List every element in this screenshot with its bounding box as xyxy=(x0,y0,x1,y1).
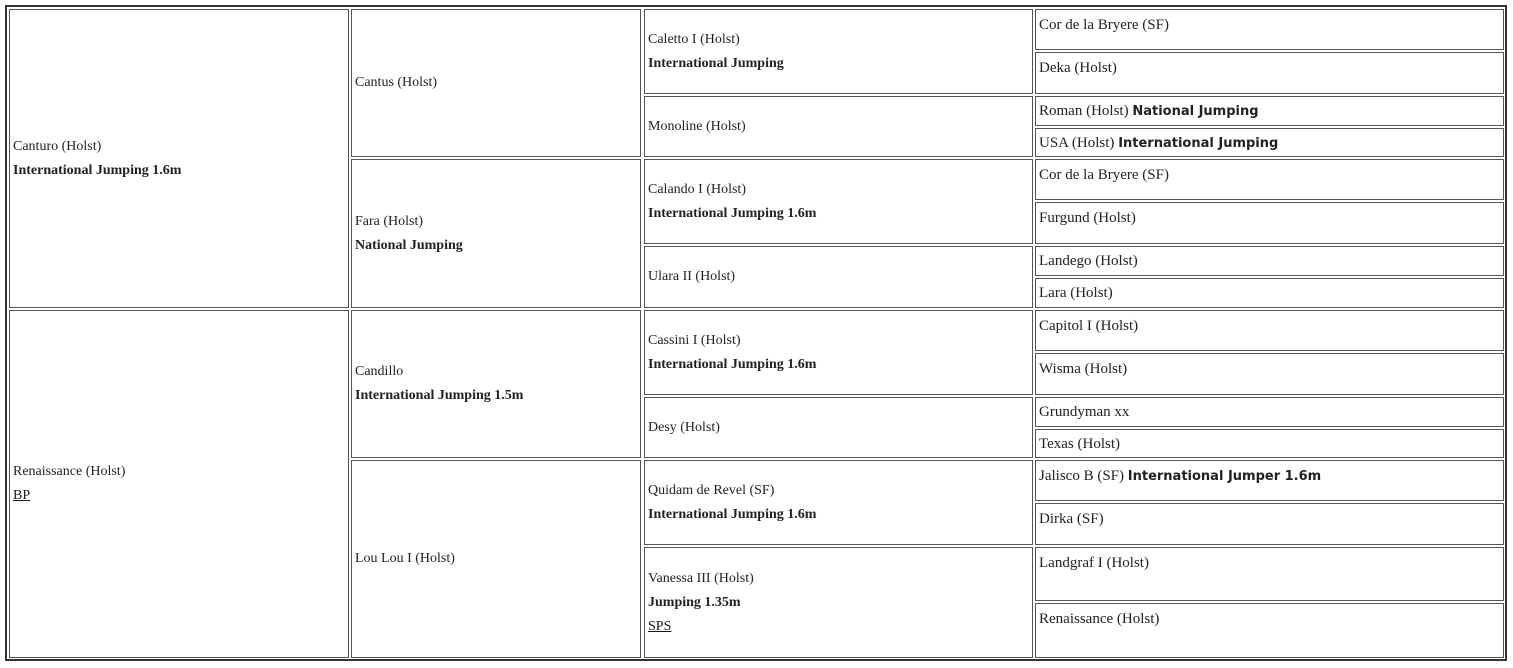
gen3-cell-8 xyxy=(644,547,1033,658)
dam-link-bp[interactable]: BP xyxy=(13,488,31,503)
gen3-cell-3 xyxy=(644,159,1033,244)
gen4-name: Landgraf I (Holst) xyxy=(1039,555,1149,571)
gen3-name: Caletto I (Holst) xyxy=(648,31,740,47)
gen4-cell-3 xyxy=(1035,96,1504,126)
gen4-name: Cor de la Bryere (SF) xyxy=(1039,167,1169,183)
gen3-cell-5 xyxy=(644,310,1033,395)
gen4-cell-7 xyxy=(1035,246,1504,276)
gen2-name: Lou Lou I (Holst) xyxy=(355,551,455,566)
gen4-name: Deka (Holst) xyxy=(1039,60,1117,76)
gen2-cell-4 xyxy=(351,460,641,658)
gen3-cell-7 xyxy=(644,460,1033,545)
gen4-achievement: National Jumping xyxy=(1132,104,1259,119)
gen3-achievement: International Jumping 1.6m xyxy=(648,205,817,221)
sire-name: Canturo (Holst) xyxy=(13,138,102,154)
gen4-name: Landego (Holst) xyxy=(1039,253,1138,269)
dam-cell xyxy=(9,310,349,658)
gen2-cell-3 xyxy=(351,310,641,458)
gen3-achievement: International Jumping xyxy=(648,55,784,71)
gen4-cell-2 xyxy=(1035,52,1504,94)
sire-cell xyxy=(9,9,349,308)
gen4-cell-16 xyxy=(1035,603,1504,658)
gen3-cell-2 xyxy=(644,96,1033,157)
gen3-name: Monoline (Holst) xyxy=(648,118,746,134)
gen3-achievement: International Jumping 1.6m xyxy=(648,506,817,522)
gen3-name: Vanessa III (Holst) xyxy=(648,570,754,586)
gen3-name: Ulara II (Holst) xyxy=(648,269,736,284)
gen2-achievement: International Jumping 1.5m xyxy=(355,388,524,403)
gen4-cell-4 xyxy=(1035,128,1504,157)
gen4-name: Wisma (Holst) xyxy=(1039,361,1128,377)
gen4-name: Roman (Holst) xyxy=(1039,103,1129,119)
gen3-name: Quidam de Revel (SF) xyxy=(648,482,775,498)
gen4-name: Furgund (Holst) xyxy=(1039,210,1136,226)
gen3-name: Cassini I (Holst) xyxy=(648,332,741,348)
gen2-cell-2 xyxy=(351,159,641,308)
gen2-achievement: National Jumping xyxy=(355,237,463,253)
gen3-name: Calando I (Holst) xyxy=(648,181,746,197)
gen2-name: Cantus (Holst) xyxy=(355,75,438,90)
gen4-name: Jalisco B (SF) xyxy=(1039,468,1125,484)
gen4-cell-10 xyxy=(1035,353,1504,395)
gen3-cell-6 xyxy=(644,397,1033,458)
gen4-cell-9 xyxy=(1035,310,1504,351)
gen2-name: Candillo xyxy=(355,364,404,379)
gen4-name: Texas (Holst) xyxy=(1039,436,1121,452)
gen3-cell-1 xyxy=(644,9,1033,94)
gen4-cell-8 xyxy=(1035,278,1504,308)
gen4-cell-14 xyxy=(1035,503,1504,545)
gen4-name: USA (Holst) xyxy=(1039,135,1115,151)
gen4-cell-5 xyxy=(1035,159,1504,200)
gen4-cell-11 xyxy=(1035,397,1504,427)
gen4-name: Grundyman xx xyxy=(1039,404,1130,420)
pedigree-table xyxy=(5,5,1507,661)
dam-name: Renaissance (Holst) xyxy=(13,464,126,479)
gen3-cell-4 xyxy=(644,246,1033,308)
gen4-name: Capitol I (Holst) xyxy=(1039,318,1139,334)
gen3-name: Desy (Holst) xyxy=(648,419,720,435)
gen2-cell-1 xyxy=(351,9,641,157)
gen4-achievement: International Jumper 1.6m xyxy=(1127,469,1322,484)
gen4-name: Lara (Holst) xyxy=(1039,285,1113,301)
gen4-cell-1 xyxy=(1035,9,1504,50)
gen4-cell-12 xyxy=(1035,429,1504,458)
gen4-name: Dirka (SF) xyxy=(1039,511,1104,527)
sire-achievement: International Jumping 1.6m xyxy=(13,162,182,178)
gen4-cell-6 xyxy=(1035,202,1504,244)
gen3-achievement: International Jumping 1.6m xyxy=(648,356,817,372)
gen3-link-sps[interactable]: SPS xyxy=(648,618,672,634)
gen4-cell-15 xyxy=(1035,547,1504,601)
gen4-name: Renaissance (Holst) xyxy=(1039,611,1160,627)
gen4-achievement: International Jumping xyxy=(1118,136,1279,151)
gen2-name: Fara (Holst) xyxy=(355,213,424,229)
gen4-cell-13 xyxy=(1035,460,1504,501)
gen3-achievement: Jumping 1.35m xyxy=(648,594,741,610)
gen4-name: Cor de la Bryere (SF) xyxy=(1039,17,1169,33)
